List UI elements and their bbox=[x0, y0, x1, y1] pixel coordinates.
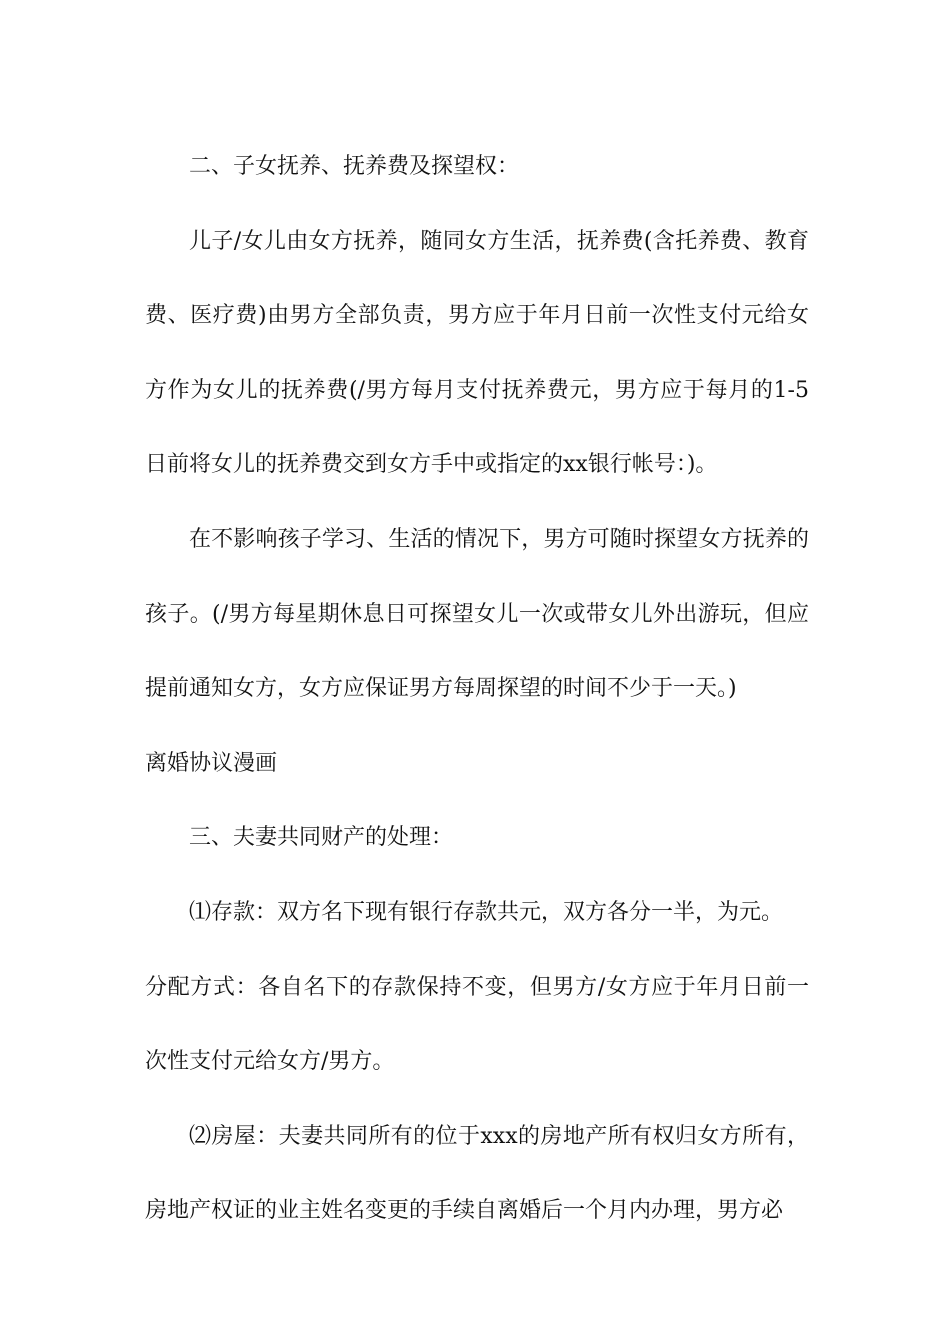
paragraph-distribution-method: 分配方式：各自名下的存款保持不变，但男方/女方应于年月日前一次性支付元给女方/男方。 bbox=[145, 974, 809, 1075]
paragraph-deposits: ⑴存款：双方名下现有银行存款共元，双方各分一半，为元。 bbox=[189, 899, 784, 925]
paragraph-house: ⑵房屋：夫妻共同所有的位于xxx的房地产所有权归女方所有，房地产权证的业主姓名变更的手续自离婚后一个月内办理，男方必 bbox=[145, 1123, 809, 1224]
paragraph-child-support: 儿子/女儿由女方抚养，随同女方生活，抚养费(含托养费、教育费、医疗费)由男方全部负责，男方应于年月日前一次性支付元给女方作为女儿的抚养费(/男方每月支付抚养费元，男方应于每月的1-5日前将女儿的抚养费交到女方手中或指定的xx银行帐号：)。 bbox=[145, 228, 809, 478]
paragraph-comic-caption: 离婚协议漫画 bbox=[145, 750, 278, 776]
paragraph-property-heading: 三、夫妻共同财产的处理： bbox=[189, 825, 454, 851]
document-body bbox=[145, 130, 809, 1249]
paragraph-child-custody-heading: 二、子女抚养、抚养费及探望权： bbox=[189, 154, 520, 179]
paragraph-visitation: 在不影响孩子学习、生活的情况下，男方可随时探望女方抚养的孩子。(/男方每星期休息日可探望女儿一次或带女儿外出游玩，但应提前通知女方，女方应保证男方每周探望的时间不少于一天。) bbox=[145, 526, 809, 702]
